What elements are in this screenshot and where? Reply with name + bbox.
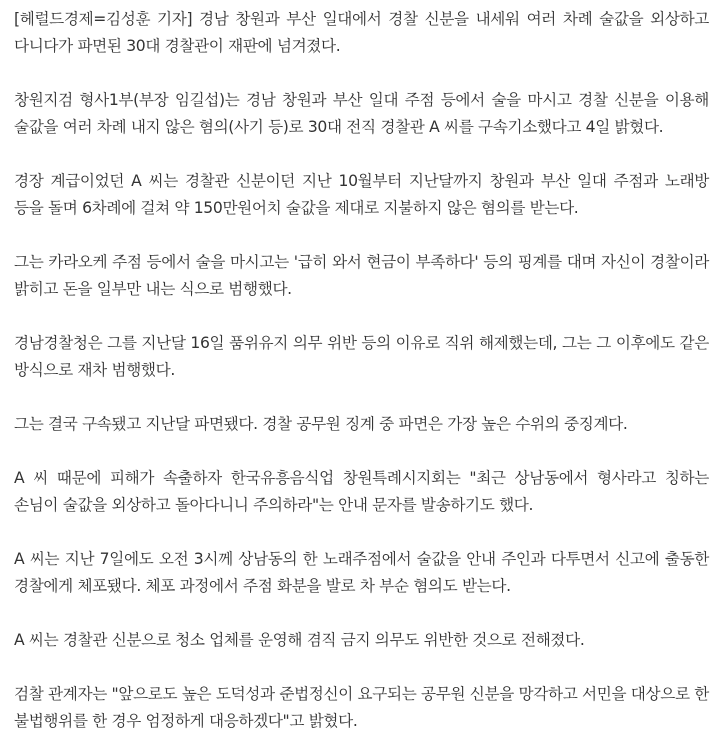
article-paragraph: A 씨 때문에 피해가 속출하자 한국유흥음식업 창원특례시지회는 "최근 상남동에서 형사라고 칭하는 손님이 술값을 외상하고 돌아다니니 주의하라"는 안내 문자를 발송하기도 했다. [14,469,709,514]
article-paragraph: 경남경찰청은 그를 지난달 16일 품위유지 의무 위반 등의 이유로 직위 해제했는데, 그는 그 이후에도 같은 방식으로 재차 범행했다. [14,334,709,379]
article-paragraph: 그는 결국 구속됐고 지난달 파면됐다. 경찰 공무원 징계 중 파면은 가장 높은 수위의 중징계다. [14,415,628,433]
article-paragraph: 창원지검 형사1부(부장 임길섭)는 경남 창원과 부산 일대 주점 등에서 술을 마시고 경찰 신분을 이용해 술값을 여러 차례 내지 않은 혐의(사기 등)로 30대 전직 경찰관 A 씨를 구속기소했다고 4일 밝혔다. [14,91,709,136]
article-paragraph: [헤럴드경제=김성훈 기자] 경남 창원과 부산 일대에서 경찰 신분을 내세워 여러 차례 술값을 외상하고 다니다가 파면된 30대 경찰관이 재판에 넘겨졌다. [14,10,709,55]
article-paragraph: 경장 계급이었던 A 씨는 경찰관 신분이던 지난 10월부터 지난달까지 창원과 부산 일대 주점과 노래방 등을 돌며 6차례에 걸쳐 약 150만원어치 술값을 제대로 지불하지 않은 혐의를 받는다. [14,172,709,217]
article-paragraph: 그는 카라오케 주점 등에서 술을 마시고는 '급히 와서 현금이 부족하다' 등의 핑계를 대며 자신이 경찰이라 밝히고 돈을 일부만 내는 식으로 범행했다. [14,253,709,298]
article-paragraph: A 씨는 지난 7일에도 오전 3시께 상남동의 한 노래주점에서 술값을 안내 주인과 다투면서 신고에 출동한 경찰에게 체포됐다. 체포 과정에서 주점 화분을 발로 차 부순 혐의도 받는다. [14,550,709,595]
article-paragraph: 검찰 관계자는 "앞으로도 높은 도덕성과 준법정신이 요구되는 공무원 신분을 망각하고 서민을 대상으로 한 불법행위를 한 경우 엄정하게 대응하겠다"고 밝혔다. [14,685,709,730]
article-paragraph: A 씨는 경찰관 신분으로 청소 업체를 운영해 겸직 금지 의무도 위반한 것으로 전해졌다. [14,631,585,649]
